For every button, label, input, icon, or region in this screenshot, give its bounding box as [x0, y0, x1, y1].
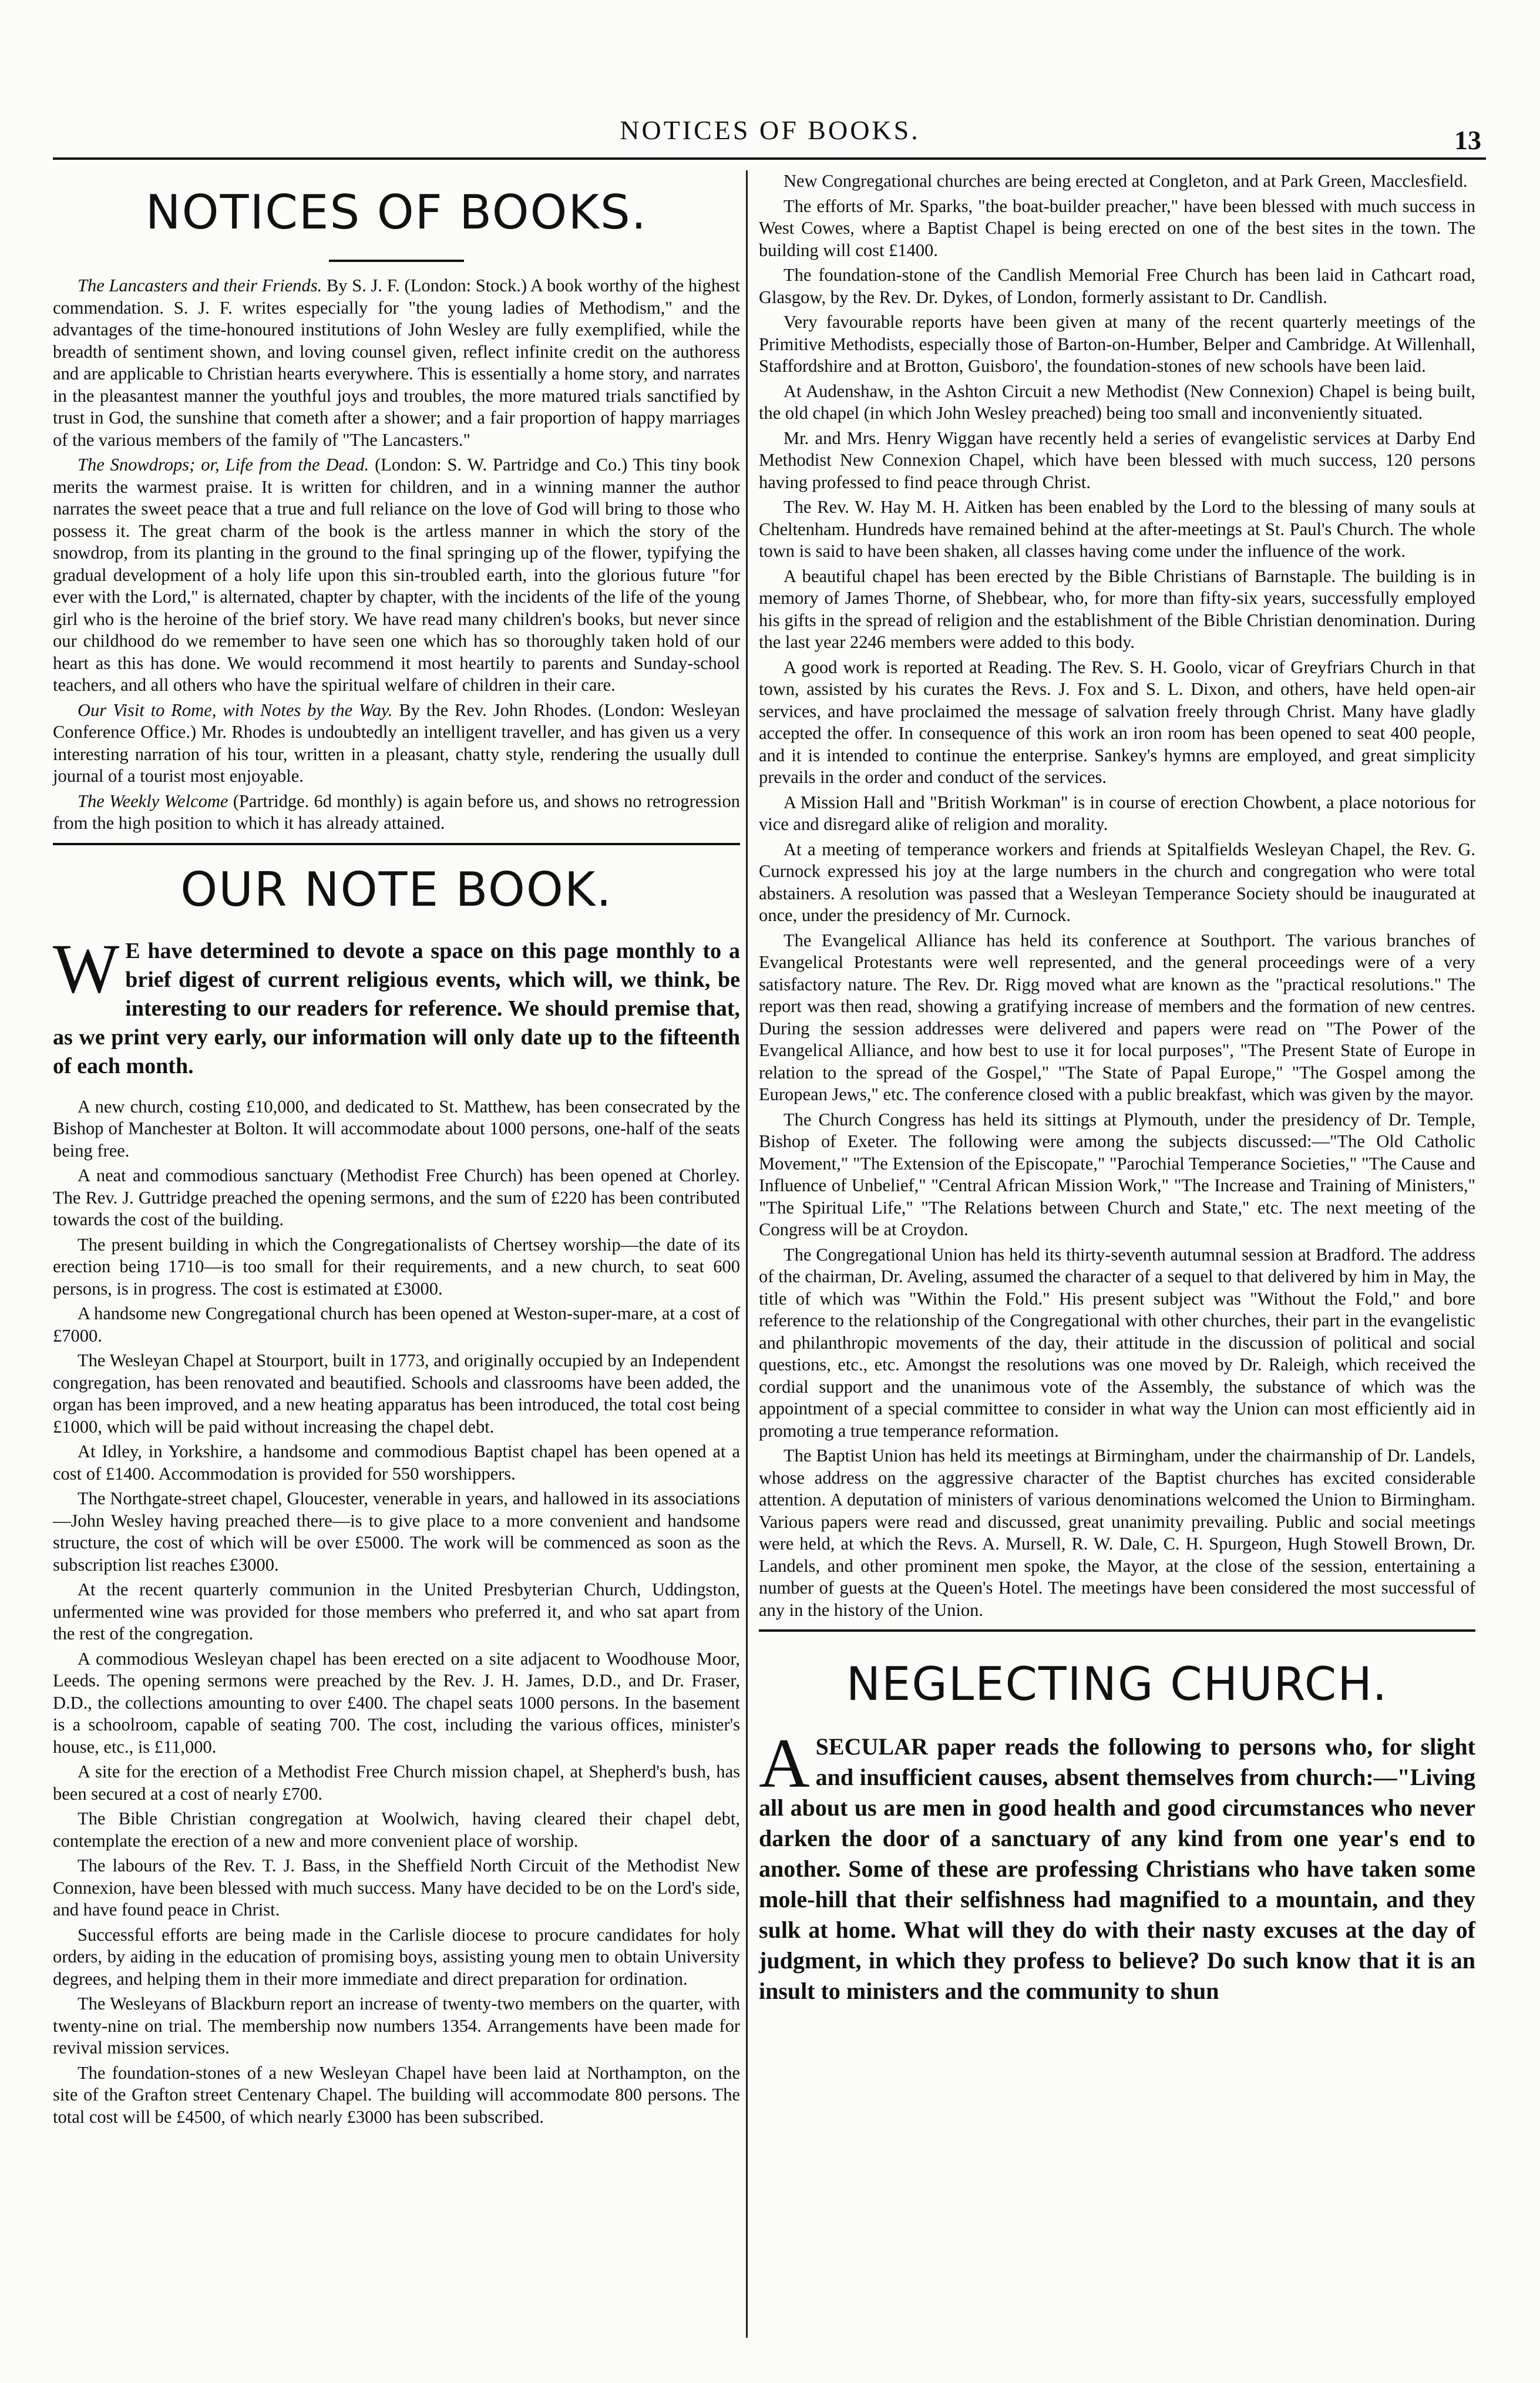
- book-review: (London: S. W. Partridge and Co.) This tiny book merits the warmest praise. It is written for children, and in a winning manner the author narrates the sweet peace that a true and full reliance on the love of God will bring to those who possess it. The great charm of the book is the artless manner in which the story of the snowdrop, from its planting in the ground to the final springing up of the flower, typifying the gradual development of a holy life upon this sin-troubled earth, into the glorious future "for ever with the Lord," is alternated, chapter by chapter, with the incidents of the life of the young girl who is the heroine of the brief story. We have read many children's books, but never since our childhood do we remember to have seen one which has so thoroughly taken hold of our heart as this has done. We would recommend it most heartily to parents and Sunday-school teachers, and all others who have the spiritual welfare of children in their care.: [53, 455, 741, 695]
- header-rule: [53, 157, 1486, 160]
- news-item: The Baptist Union has held its meetings at Birmingham, under the chairmanship of Dr. Landels, whose address on the aggressive character of the Baptist churches has excited considerable attention. A deputation of ministers of various denominations welcomed the Union to Birmingham. Various papers were read and discussed, great unanimity prevailing. Public and social meetings were held, at which the Revs. A. Mursell, R. W. Dale, C. H. Spurgeon, Hugh Stowell Brown, Dr. Landels, and other prominent men spoke, the Mayor, at the close of the session, entertaining a number of guests at the Queen's Hotel. The meetings have been considered the most successful of any in the history of the Union.: [759, 1446, 1475, 1620]
- news-item: A handsome new Congregational church has been opened at Weston-super-mare, at a cost of £7000.: [53, 1303, 740, 1346]
- news-item: New Congregational churches are being erected at Congleton, and at Park Green, Macclesfield.: [784, 171, 1468, 191]
- news-item: The labours of the Rev. T. J. Bass, in the Sheffield North Circuit of the Methodist New Connexion, have been blessed with much success. Many have decided to be on the Lord's side, and have found peace in Christ.: [53, 1856, 740, 1920]
- note-book-intro: [53, 929, 740, 1081]
- news-item: A new church, costing £10,000, and dedicated to St. Matthew, has been consecrated by the Bishop of Manchester at Bolton. It will accommodate about 1000 persons, one-half of the seats being free.: [53, 1096, 740, 1161]
- news-item: Very favourable reports have been given at many of the recent quarterly meetings of the Primitive Methodists, especially those of Barton-on-Humber, Belper and Cambridge. At Willenhall, Staffordshire and at Brotton, Guisboro', the foundation-stones of new schools have been laid.: [759, 312, 1475, 376]
- book-review: By S. J. F. (London: Stock.) A book worthy of the highest commendation. S. J. F. writes especially for "the young ladies of Methodism," and the advantages of the time-honoured institutions of John Wesley are fully exemplified, while the breadth of sentiment shown, and loving counsel given, reflect infinite credit on the authoress and are applicable to Christian hearts everywhere. This is essentially a home story, and narrates in the pleasantest manner the youthful joys and troubles, the more matured trials sanctified by trust in God, the sunshine that cometh after a shower; and a fair proportion of happy marriages of the various members of the family of "The Lancasters.": [53, 275, 740, 450]
- news-item: The efforts of Mr. Sparks, "the boat-builder preacher," have been blessed with much success in West Cowes, where a Baptist Chapel is being erected on one of the best sites in the town. The building will cost £1400.: [759, 196, 1475, 260]
- neglecting-church-title: NEGLECTING CHURCH.: [846, 1658, 1388, 1711]
- book-notice: [53, 275, 740, 451]
- book-title: The Weekly Welcome: [78, 791, 228, 811]
- news-item: The Bible Christian congregation at Woolwich, having cleared their chapel debt, contemplate the erection of a new and more convenient place of worship.: [53, 1809, 740, 1851]
- news-item: The Wesleyans of Blackburn report an increase of twenty-two members on the quarter, with twenty-nine on trial. The membership now numbers 1354. Arrangements have been made for revival mission services.: [53, 1994, 740, 2058]
- book-notice: [53, 700, 740, 788]
- news-item: At a meeting of temperance workers and friends at Spitalfields Wesleyan Chapel, the Rev. G. Curnock expressed his joy at the large numbers in the church and congregation who were total abstainers. A resolution was passed that a Wesleyan Temperance Society should be inaugurated at once, under the presidency of Mr. Curnock.: [759, 839, 1475, 925]
- page-number: 13: [1454, 125, 1481, 155]
- left-news-items: [53, 1096, 740, 2129]
- intro-text: E have determined to devote a space on this page monthly to a brief digest of current religious events, which will, we think, be interesting to our readers for reference. We should premise that, as we print very early, our information will only date up to the fifteenth of each month.: [53, 938, 740, 1078]
- news-item: The Congregational Union has held its thirty-seventh autumnal session at Bradford. The address of the chairman, Dr. Aveling, assumed the character of a sequel to that delivered by him in May, the title of which was "Within the Fold." His present subject was "Without the Fold," and bore reference to the relationship of the Congregational with other churches, their part in the evangelistic and philanthropic movements of the day, their attitude in the discussion of political and social questions, etc., etc. Amongst the resolutions was one moved by Dr. Raleigh, which received the cordial support and the unanimous vote of the Assembly, the substance of which was the appointment of a special committee to consider in what way the Union can most efficiently aid in promoting a true temperance reformation.: [759, 1244, 1475, 1441]
- right-column: [759, 170, 1475, 2009]
- book-notices: [53, 275, 740, 835]
- news-item: The Church Congress has held its sittings at Plymouth, under the presidency of Dr. Temple, Bishop of Exeter. The following were among the subjects discussed:—"The Old Catholic Movement," "The Extension of the Episcopate," "Parochial Temperance Societies," "The Cause and Influence of Unbelief," "Central African Mission Work," "The Increase and Training of Ministers," "The Spiritual Life," "The Relations between Church and State," etc. The next meeting of the Congress will be at Croydon.: [759, 1109, 1475, 1239]
- news-item: Successful efforts are being made in the Carlisle diocese to procure candidates for holy orders, by aiding in the education of promising boys, assisting young men to obtain University degrees, and helping them in their more immediate and direct preparation for ordination.: [53, 1924, 740, 1989]
- running-header: NOTICES OF BOOKS.: [620, 115, 920, 145]
- news-item: A neat and commodious sanctuary (Methodist Free Church) has been opened at Chorley. The Rev. J. Guttridge preached the opening sermons, and the sum of £220 has been contributed towards the cost of the building.: [53, 1165, 740, 1229]
- notices-title-rule: [329, 260, 464, 262]
- news-item: The Wesleyan Chapel at Stourport, built in 1773, and originally occupied by an Independent congregation, has been renovated and beautified. Schools and classrooms have been added, the organ has been improved, and a new heating apparatus has been introduced, the total cost being £1000, which will be paid without increasing the chapel debt.: [53, 1350, 740, 1437]
- news-item: At the recent quarterly communion in the United Presbyterian Church, Uddingston, unfermented wine was provided for those members who preferred it, and who sat apart from the rest of the congregation.: [53, 1579, 740, 1643]
- book-notice: [53, 454, 740, 697]
- section-divider: [53, 843, 740, 845]
- book-notice: [53, 791, 740, 835]
- news-item: At Audenshaw, in the Ashton Circuit a new Methodist (New Connexion) Chapel is being built, the old chapel (in which John Wesley preached) being too small and inconveniently situated.: [759, 381, 1475, 423]
- neglecting-body: SECULAR paper reads the following to persons who, for slight and insufficient causes, absent themselves from church:—"Living all about us are men in good health and good circumstances who never darken the door of a sanctuary of any kind from one year's end to another. Some of these are professing Christians who have taken some mole-hill that their selfishness had magnified to a mountain, and they sulk at home. What will they do with their nasty excuses at the day of judgment, in which they profess to believe? Do such know that it is an insult to ministers and the community to shun: [759, 1733, 1475, 2004]
- news-item: Mr. and Mrs. Henry Wiggan have recently held a series of evangelistic services at Darby End Methodist New Connexion Chapel, which have been blessed with much success, 120 persons having professed to find peace through Christ.: [759, 428, 1475, 492]
- news-item: The Evangelical Alliance has held its conference at Southport. The various branches of Evangelical Protestants were well represented, and the general proceedings were of a very satisfactory nature. The Rev. Dr. Rigg moved what are known as the "practical resolutions." The report was then read, showing a gratifying increase of members and the formation of new centres. During the session addresses were delivered and papers were read on "The Power of the Evangelical Alliance, and how best to use it for local purposes", "The Present State of Europe in relation to the spread of the Gospel," "The State of Papal Europe," "The Gospel among the European Jews," etc. The conference closed with a public breakfast, which was given by the mayor.: [759, 930, 1475, 1104]
- left-column: [53, 170, 740, 2131]
- drop-cap: A: [759, 1724, 810, 1802]
- news-item: A beautiful chapel has been erected by the Bible Christians of Barnstaple. The building is in memory of James Thorne, of Shebbear, who, for more than fifty-six years, successfully employed his gifts in the spread of religion and the establishment of the Bible Christian denomination. During the last year 2246 members were added to this body.: [759, 566, 1475, 652]
- news-item: The Rev. W. Hay M. H. Aitken has been enabled by the Lord to the blessing of many souls at Cheltenham. Hundreds have remained behind at the after-meetings at St. Paul's Church. The whole town is said to have been shaken, all classes having come under the influence of the work.: [759, 497, 1475, 561]
- note-book-title: OUR NOTE BOOK.: [180, 862, 613, 917]
- book-review: By the Rev. John Rhodes. (London: Wesleyan Conference Office.) Mr. Rhodes is undoubtedly an intelligent traveller, and has given us a very interesting narration of his tour, written in a pleasant, chatty style, rendering the usually dull journal of a tourist most enjoyable.: [53, 700, 741, 786]
- drop-cap: W: [53, 929, 120, 1007]
- column-divider: [746, 170, 748, 2338]
- right-news-items: [759, 170, 1475, 1621]
- book-title: The Lancasters and their Friends.: [78, 275, 322, 295]
- notices-title: NOTICES OF BOOKS.: [145, 185, 648, 240]
- news-item: The present building in which the Congregationalists of Chertsey worship—the date of its erection being 1710—is too small for their requirements, and a new church, to seat 600 persons, is in progress. The cost is estimated at £3000.: [53, 1234, 740, 1299]
- news-item: At Idley, in Yorkshire, a handsome and commodious Baptist chapel has been opened at a cost of £1400. Accommodation is provided for 550 worshippers.: [53, 1441, 740, 1484]
- news-item: The foundation-stones of a new Wesleyan Chapel have been laid at Northampton, on the site of the Grafton street Centenary Chapel. The building will accommodate 800 persons. The total cost will be £4500, of which nearly £3000 has been subscribed.: [53, 2062, 740, 2127]
- news-item: A good work is reported at Reading. The Rev. S. H. Goolo, vicar of Greyfriars Church in that town, assisted by his curates the Revs. J. Fox and S. L. Dixon, and others, have held open-air services, and have proclaimed the message of salvation freely through Christ. Many have gladly accepted the offer. In consequence of this work an iron room has been opened to seat 400 people, and it is intended to continue the enterprise. Sankey's hymns are employed, and great simplicity prevails in the order and conduct of the services.: [759, 657, 1475, 787]
- book-title: The Snowdrops; or, Life from the Dead.: [78, 455, 369, 475]
- section-divider: [759, 1629, 1475, 1632]
- news-item: The foundation-stone of the Candlish Memorial Free Church has been laid in Cathcart road, Glasgow, by the Rev. Dr. Dykes, of London, formerly assistant to Dr. Candlish.: [759, 265, 1475, 307]
- news-item: A commodious Wesleyan chapel has been erected on a site adjacent to Woodhouse Moor, Leeds. The opening sermons were preached by the Rev. J. H. James, D.D., and Dr. Fraser, D.D., the collections amounting to over £400. The chapel seats 1000 persons. In the basement is a schoolroom, capable of seating 700. The cost, including the various offices, minister's house, etc., is £11,000.: [53, 1648, 740, 1757]
- news-item: A site for the erection of a Methodist Free Church mission chapel, at Shepherd's bush, has been secured at a cost of nearly £700.: [53, 1762, 740, 1804]
- neglecting-church-text: [759, 1724, 1475, 2006]
- book-review: (Partridge. 6d monthly) is again before us, and shows no retrogression from the high position to which it has already attained.: [53, 791, 741, 833]
- book-title: Our Visit to Rome, with Notes by the Way.: [78, 700, 393, 720]
- news-item: The Northgate-street chapel, Gloucester, venerable in years, and hallowed in its associations—John Wesley having preached there—is to give place to a more convenient and handsome structure, the cost of which will be over £5000. The work will be commenced as soon as the subscription list reaches £3000.: [53, 1488, 740, 1575]
- news-item: A Mission Hall and "British Workman" is in course of erection Chowbent, a place notorious for vice and disregard alike of religion and morality.: [759, 792, 1475, 834]
